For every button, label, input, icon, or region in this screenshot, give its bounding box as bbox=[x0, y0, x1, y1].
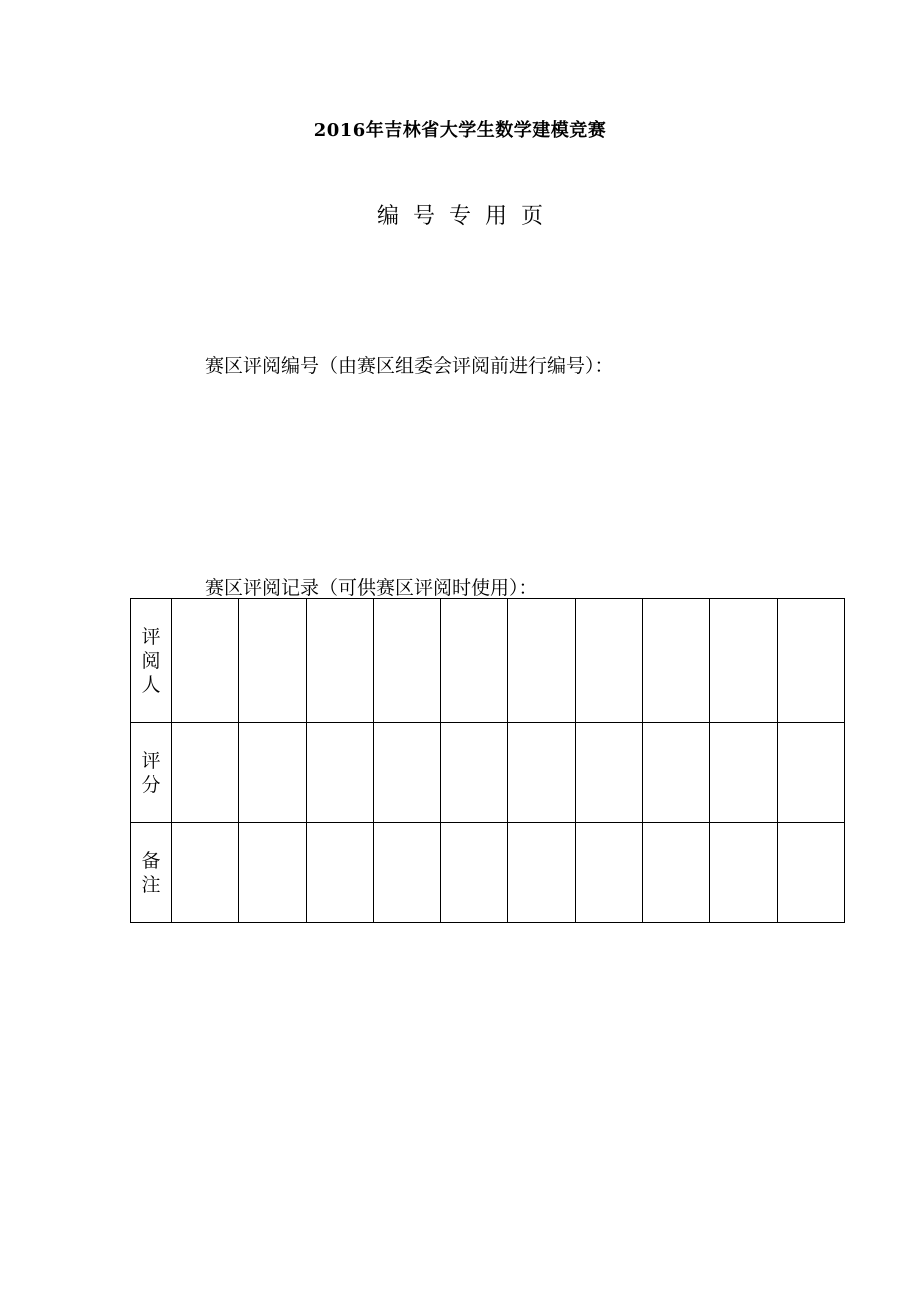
table-cell bbox=[172, 723, 239, 823]
page-title: 2016年吉林省大学生数学建模竞赛 bbox=[313, 120, 607, 141]
table-cell bbox=[777, 723, 844, 823]
table-cell bbox=[643, 823, 710, 923]
table-cell bbox=[508, 599, 575, 723]
table-cell bbox=[306, 599, 373, 723]
numbering-label: 赛区评阅编号（由赛区组委会评阅前进行编号）： bbox=[205, 355, 614, 377]
table-cell bbox=[306, 823, 373, 923]
table-cell bbox=[710, 599, 777, 723]
table-cell bbox=[643, 723, 710, 823]
table-cell bbox=[777, 599, 844, 723]
table-cell bbox=[777, 823, 844, 923]
table-cell bbox=[373, 723, 440, 823]
table-cell bbox=[710, 823, 777, 923]
page-subtitle: 编号专用页 bbox=[376, 204, 557, 229]
table-cell bbox=[508, 823, 575, 923]
table-cell bbox=[508, 723, 575, 823]
review-record-table bbox=[130, 598, 845, 923]
table-cell bbox=[373, 823, 440, 923]
table-row bbox=[131, 823, 845, 923]
table-cell bbox=[575, 823, 642, 923]
table-cell bbox=[710, 723, 777, 823]
table-cell bbox=[239, 823, 306, 923]
table-cell bbox=[575, 599, 642, 723]
table-cell bbox=[239, 599, 306, 723]
table-cell bbox=[239, 723, 306, 823]
table-cell bbox=[306, 723, 373, 823]
row-label: 评 阅 人 bbox=[131, 599, 172, 723]
table-cell bbox=[172, 599, 239, 723]
table-row bbox=[131, 723, 845, 823]
table-cell bbox=[441, 723, 508, 823]
table-cell bbox=[441, 823, 508, 923]
row-label: 评 分 bbox=[131, 723, 172, 823]
table-cell bbox=[373, 599, 440, 723]
table-cell bbox=[575, 723, 642, 823]
table-cell bbox=[643, 599, 710, 723]
table-cell bbox=[172, 823, 239, 923]
table-row bbox=[131, 599, 845, 723]
row-label: 备 注 bbox=[131, 823, 172, 923]
table-cell bbox=[441, 599, 508, 723]
record-label: 赛区评阅记录（可供赛区评阅时使用）： bbox=[205, 577, 538, 599]
